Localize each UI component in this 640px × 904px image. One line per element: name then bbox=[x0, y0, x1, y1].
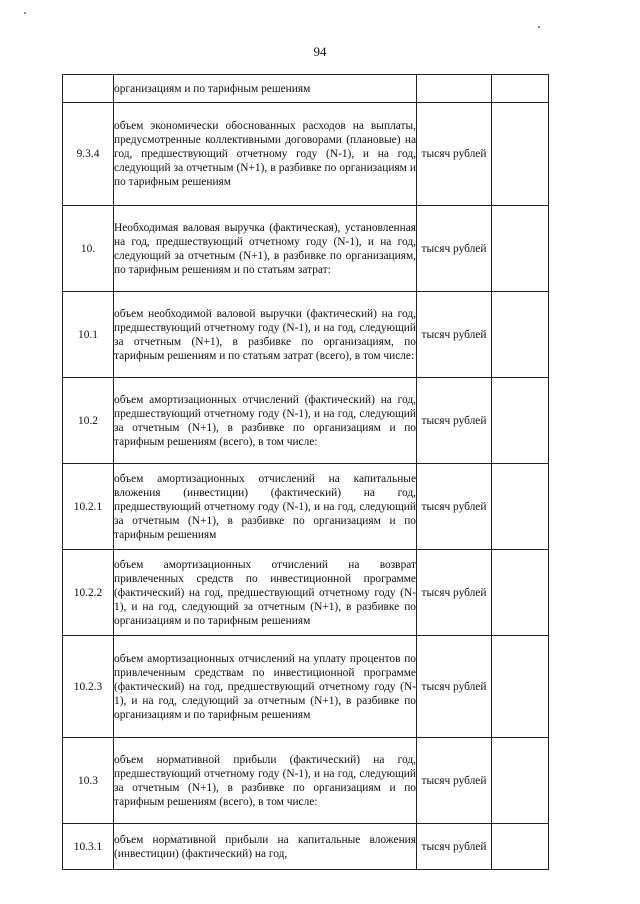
row-value-cell bbox=[492, 550, 549, 636]
row-value-cell bbox=[492, 636, 549, 738]
row-number: 10.3 bbox=[63, 738, 114, 824]
row-description: объем экономически обоснованных расходов на выплаты, предусмотренные коллективными договорами (плановые) на год, предшествующий отчетному году (N-1), и на год, следующий за отчетным (N+1), в разбивке по организациям и по тарифным решениям bbox=[114, 103, 417, 206]
row-value-cell bbox=[492, 206, 549, 292]
scan-speck bbox=[538, 26, 540, 28]
row-value-cell bbox=[492, 464, 549, 550]
table-row bbox=[63, 738, 549, 824]
table-row bbox=[63, 75, 549, 103]
row-number bbox=[63, 75, 114, 103]
table-row bbox=[63, 636, 549, 738]
row-value-cell bbox=[492, 103, 549, 206]
page-number: 94 bbox=[313, 44, 327, 59]
row-number: 10.2.2 bbox=[63, 550, 114, 636]
row-unit: тысяч рублей bbox=[417, 550, 492, 636]
row-value-cell bbox=[492, 738, 549, 824]
row-number: 10.2.3 bbox=[63, 636, 114, 738]
table-row bbox=[63, 103, 549, 206]
row-unit: тысяч рублей bbox=[417, 206, 492, 292]
row-value-cell bbox=[492, 75, 549, 103]
row-description: объем амортизационных отчислений (фактический) на год, предшествующий отчетному году (N-1), и на год, следующий за отчетным (N+1), в разбивке по организациям и по тарифным решениям (всего), в том числе: bbox=[114, 378, 417, 464]
scan-speck bbox=[24, 12, 26, 14]
row-description: объем нормативной прибыли (фактический) на год, предшествующий отчетному году (N-1), и на год, следующий за отчетным (N+1), в разбивке по организациям и по тарифным решениям (всего), в том числе: bbox=[114, 738, 417, 824]
row-number: 10.2 bbox=[63, 378, 114, 464]
row-description: объем нормативной прибыли на капитальные вложения (инвестиции) (фактический) на год, bbox=[114, 824, 417, 870]
row-value-cell bbox=[492, 824, 549, 870]
row-value-cell bbox=[492, 292, 549, 378]
row-unit: тысяч рублей bbox=[417, 292, 492, 378]
data-table bbox=[62, 74, 549, 870]
table-row bbox=[63, 206, 549, 292]
row-value-cell bbox=[492, 378, 549, 464]
table-row bbox=[63, 292, 549, 378]
table-row bbox=[63, 550, 549, 636]
row-number: 10.2.1 bbox=[63, 464, 114, 550]
table-body bbox=[63, 75, 549, 870]
row-description: объем амортизационных отчислений на уплату процентов по привлеченным средствам по инвестиционной программе (фактический) на год, предшествующий отчетному году (N-1), и на год, следующий за отчетным (N+1), в разбивке по организациям и по тарифным решениям bbox=[114, 636, 417, 738]
row-number: 9.3.4 bbox=[63, 103, 114, 206]
row-description: объем необходимой валовой выручки (фактический) на год, предшествующий отчетному году (N-1), и на год, следующий за отчетным (N+1), в разбивке по организациям, по тарифным решениям и по статьям затрат (всего), в том числе: bbox=[114, 292, 417, 378]
row-unit: тысяч рублей bbox=[417, 378, 492, 464]
row-number: 10. bbox=[63, 206, 114, 292]
row-unit: тысяч рублей bbox=[417, 738, 492, 824]
row-unit: тысяч рублей bbox=[417, 636, 492, 738]
row-description: объем амортизационных отчислений на возврат привлеченных средств по инвестиционной программе (фактический) на год, предшествующий отчетному году (N-1), и на год, следующий за отчетным (N+1), в разбивке по организациям и по тарифным решениям bbox=[114, 550, 417, 636]
table-row bbox=[63, 378, 549, 464]
table-row bbox=[63, 464, 549, 550]
row-unit: тысяч рублей bbox=[417, 824, 492, 870]
table-row bbox=[63, 824, 549, 870]
row-unit: тысяч рублей bbox=[417, 464, 492, 550]
row-unit: тысяч рублей bbox=[417, 103, 492, 206]
row-unit bbox=[417, 75, 492, 103]
row-description: Необходимая валовая выручка (фактическая), установленная на год, предшествующий отчетному году (N-1), и на год, следующий за отчетным (N+1), в разбивке по организациям, по тарифным решениям и по статьям затрат: bbox=[114, 206, 417, 292]
row-description: организациям и по тарифным решениям bbox=[114, 75, 417, 103]
row-number: 10.1 bbox=[63, 292, 114, 378]
row-description: объем амортизационных отчислений на капитальные вложения (инвестиции) (фактический) на год, предшествующий отчетному году (N-1), и на год, следующий за отчетным (N+1), в разбивке по организациям и по тарифным решениям bbox=[114, 464, 417, 550]
row-number: 10.3.1 bbox=[63, 824, 114, 870]
